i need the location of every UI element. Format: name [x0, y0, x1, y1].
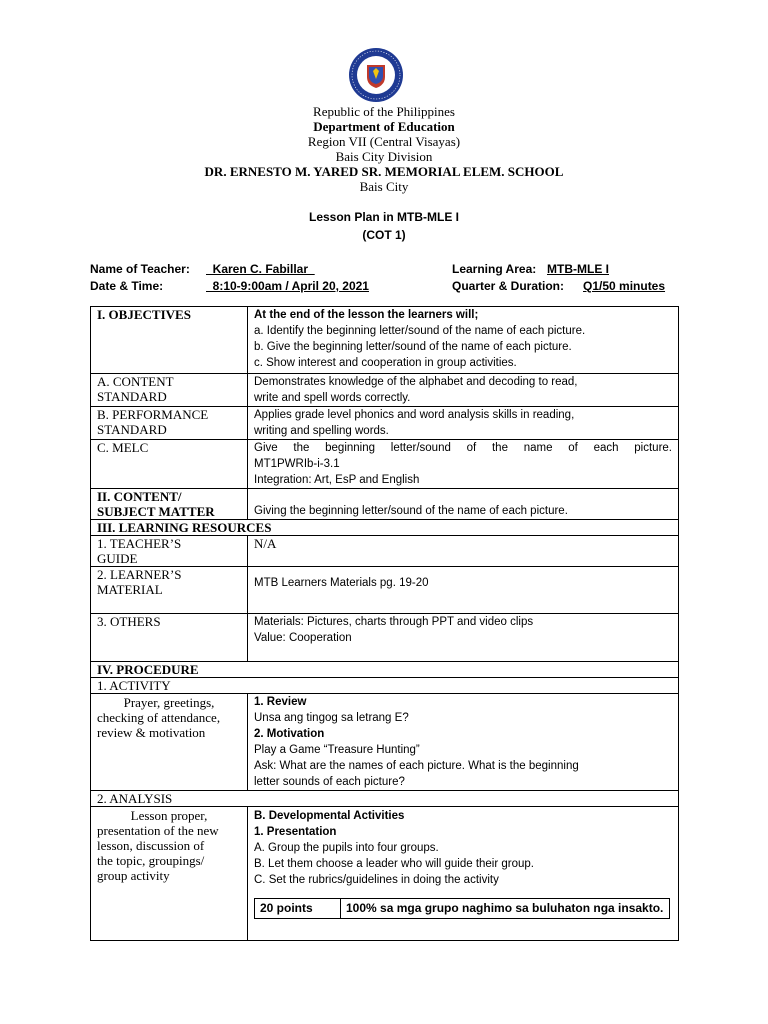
header-city: Bais City — [359, 179, 409, 194]
learning-area-value: MTB-MLE I — [547, 262, 609, 276]
melc-line1: Give the beginning letter/sound of the name of each picture. — [254, 442, 672, 454]
content-standard-label: A. CONTENT STANDARD — [91, 374, 248, 407]
content-cell — [248, 489, 679, 520]
activity-description: Prayer, greetings, checking of attendance, review & motivation — [91, 694, 248, 791]
row-learners-material — [91, 567, 679, 614]
row-melc — [91, 440, 679, 489]
others-value: Value: Cooperation — [254, 632, 352, 644]
melc-label: C. MELC — [91, 440, 248, 489]
quarter-value: Q1/50 minutes — [583, 279, 666, 293]
lesson-plan-subtitle: (COT 1) — [362, 228, 406, 242]
activity-cell — [248, 694, 679, 791]
row-resources-header — [91, 520, 679, 536]
objectives-label: I. OBJECTIVES — [91, 307, 248, 374]
content-standard-line2: write and spell words correctly. — [254, 392, 411, 404]
row-content-standard — [91, 374, 679, 407]
teachers-guide-label: 1. TEACHER’S GUIDE — [91, 536, 248, 567]
teacher-label: Name of Teacher: — [90, 262, 190, 276]
header-republic: Republic of the Philippines — [313, 104, 455, 119]
rubric-points: 20 points — [255, 899, 341, 919]
presentation-heading: 1. Presentation — [254, 826, 337, 838]
objective-c: c. Show interest and cooperation in group activities. — [254, 357, 517, 369]
row-objectives — [91, 307, 679, 374]
row-content — [91, 489, 679, 520]
objective-b: b. Give the beginning letter/sound of the name of each picture. — [254, 341, 572, 353]
motivation-ask: Ask: What are the names of each picture. What is the beginning — [254, 760, 579, 772]
header-region: Region VII (Central Visayas) — [307, 134, 461, 149]
resources-label: III. LEARNING RESOURCES — [91, 520, 679, 536]
row-performance-standard — [91, 407, 679, 440]
review-heading: 1. Review — [254, 696, 307, 708]
header-school: DR. ERNESTO M. YARED SR. MEMORIAL ELEM. SCHOOL — [204, 164, 564, 179]
others-cell — [248, 614, 679, 662]
header-division: Bais City Division — [335, 149, 433, 164]
lesson-plan-title: Lesson Plan in MTB-MLE I — [308, 210, 459, 224]
performance-standard-label: B. PERFORMANCE STANDARD — [91, 407, 248, 440]
row-activity — [91, 694, 679, 791]
performance-standard-line1: Applies grade level phonics and word analysis skills in reading, — [254, 409, 575, 421]
rubric-table — [254, 898, 670, 919]
row-others — [91, 614, 679, 662]
row-teachers-guide — [91, 536, 679, 567]
performance-standard-line2: writing and spelling words. — [254, 425, 389, 437]
learning-area-label: Learning Area: — [452, 262, 537, 276]
teachers-guide-value: N/A — [248, 536, 679, 567]
content-standard-cell — [248, 374, 679, 407]
rubric-row — [255, 899, 670, 919]
row-analysis-header — [91, 791, 679, 807]
quarter-label: Quarter & Duration: — [452, 279, 565, 293]
analysis-label: 2. ANALYSIS — [91, 791, 679, 807]
performance-standard-cell — [248, 407, 679, 440]
rubric-description: 100% sa mga grupo naghimo sa buluhaton nga insakto. — [341, 899, 670, 919]
learners-material-label: 2. LEARNER’S MATERIAL — [91, 567, 248, 614]
date-value: 8:10-9:00am / April 20, 2021 — [206, 279, 369, 293]
content-label: II. CONTENT/ SUBJECT MATTER — [91, 489, 248, 520]
procedure-label: IV. PROCEDURE — [91, 662, 679, 678]
melc-code: MT1PWRIb-i-3.1 — [254, 458, 340, 470]
analysis-cell — [248, 807, 679, 941]
activity-label: 1. ACTIVITY — [91, 678, 679, 694]
others-materials: Materials: Pictures, charts through PPT and video clips — [254, 616, 534, 628]
motivation-heading: 2. Motivation — [254, 728, 325, 740]
content-text: Giving the beginning letter/sound of the name of each picture. — [254, 505, 568, 517]
objectives-cell — [248, 307, 679, 374]
header-department: Department of Education — [313, 119, 455, 134]
motivation-game: Play a Game “Treasure Hunting” — [254, 744, 420, 756]
developmental-heading: B. Developmental Activities — [254, 810, 405, 822]
learners-material-value: MTB Learners Materials pg. 19-20 — [248, 567, 679, 614]
row-activity-header — [91, 678, 679, 694]
review-text: Unsa ang tingog sa letrang E? — [254, 712, 409, 724]
melc-integration: Integration: Art, EsP and English — [254, 474, 420, 486]
teacher-value: Karen C. Fabillar — [206, 262, 315, 276]
step-c: C. Set the rubrics/guidelines in doing the activity — [254, 874, 499, 886]
melc-cell — [248, 440, 679, 489]
step-b: B. Let them choose a leader who will guide their group. — [254, 858, 534, 870]
objective-a: a. Identify the beginning letter/sound of the name of each picture. — [254, 325, 586, 337]
content-standard-line1: Demonstrates knowledge of the alphabet and decoding to read, — [254, 376, 578, 388]
motivation-ask-cont: letter sounds of each picture? — [254, 776, 405, 788]
others-label: 3. OTHERS — [91, 614, 248, 662]
deped-seal-icon — [343, 47, 409, 103]
step-a: A. Group the pupils into four groups. — [254, 842, 439, 854]
row-analysis — [91, 807, 679, 941]
lesson-plan-table — [90, 306, 679, 941]
row-procedure-header — [91, 662, 679, 678]
date-label: Date & Time: — [90, 279, 164, 293]
analysis-description: Lesson proper, presentation of the new lesson, discussion of the topic, groupings/ group activity — [91, 807, 248, 941]
objectives-intro: At the end of the lesson the learners will; — [254, 309, 479, 321]
